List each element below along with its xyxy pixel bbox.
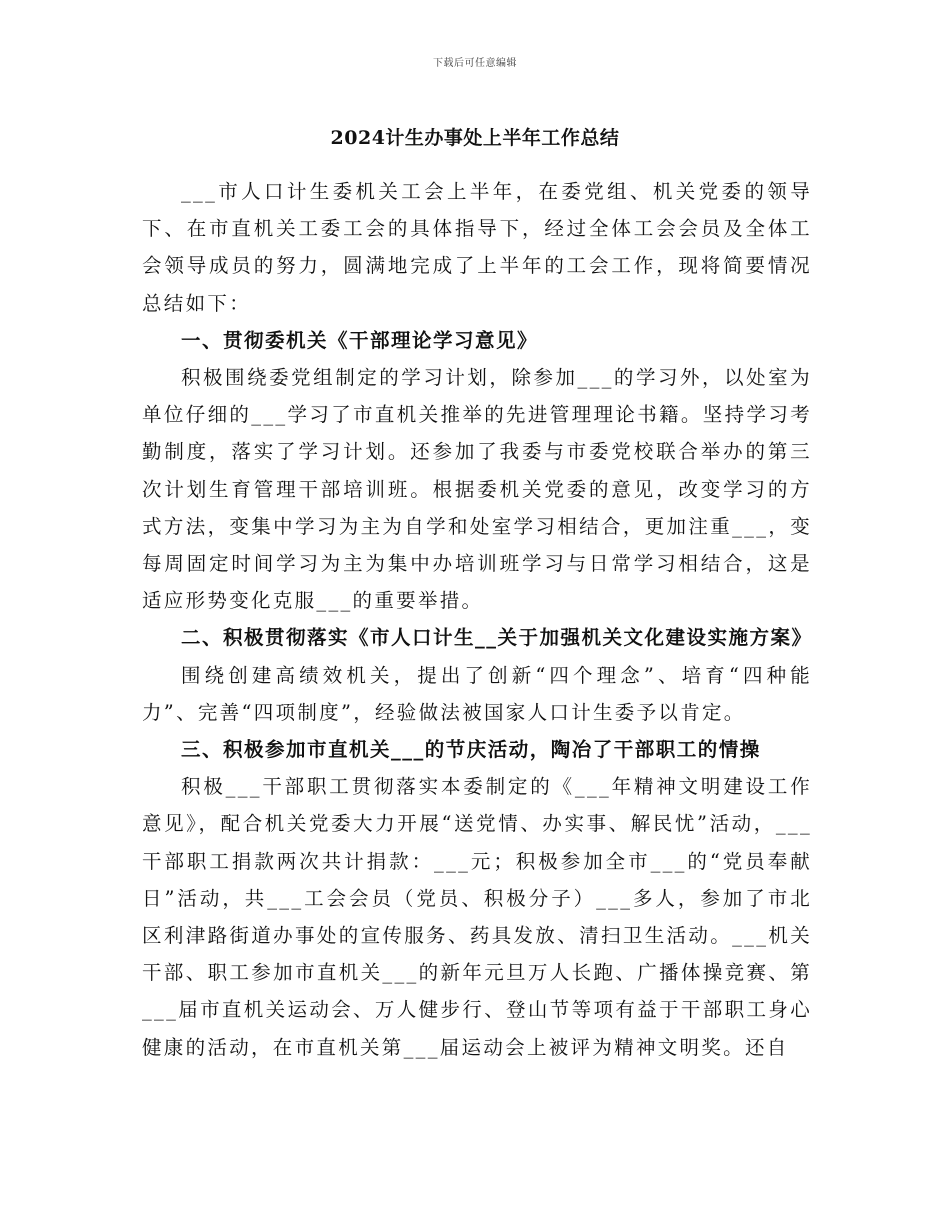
section-heading-3: 三、积极参加市直机关___的节庆活动，陶冶了干部职工的情操 [181, 738, 761, 762]
section-paragraph-1: 积极围绕委党组制定的学习计划，除参加___的学习外，以处室为单位仔细的___学习了市直机关推举的先进管理理论书籍。坚持学习考勤制度，落实了学习计划。还参加了我委与市委党校联合举办的第三次计划生育管理干部培训班。根据委机关党委的意见，改变学习的方式方法，变集中学习为主为自学和处室学习相结合，更加注重___，变每周固定时间学习为主为集中办培训班学习与日常学习相结合，这是适应形势变化克服___的重要举措。 [142, 366, 812, 613]
header-note: 下载后可任意编辑 [433, 58, 517, 69]
document-body [142, 173, 812, 1066]
section-heading-2: 二、积极贯彻落实《市人口计生__关于加强机关文化建设实施方案》 [181, 626, 813, 650]
intro-paragraph: ___市人口计生委机关工会上半年，在委党组、机关党委的领导下、在市直机关工委工会的具体指导下，经过全体工会会员及全体工会领导成员的努力，圆满地完成了上半年的工会工作，现将简要情况总结如下： [142, 180, 812, 315]
section-paragraph-2: 围绕创建高绩效机关，提出了创新“四个理念”、培育“四种能力”、完善“四项制度”，经验做法被国家人口计生委予以肯定。 [142, 663, 812, 724]
document-title: 2024计生办事处上半年工作总结 [330, 127, 620, 149]
section-heading-1: 一、贯彻委机关《干部理论学习意见》 [181, 328, 539, 352]
section-paragraph-3: 积极___干部职工贯彻落实本委制定的《___年精神文明建设工作意见》，配合机关党委大力开展“送党情、办实事、解民忧”活动，___干部职工捐款两次共计捐款：___元；积极参加全市___的“党员奉献日”活动，共___工会会员（党员、积极分子）___多人，参加了市北区利津路街道办事处的宣传服务、药具发放、清扫卫生活动。___机关干部、职工参加市直机关___的新年元旦万人长跑、广播体操竞赛、第___届市直机关运动会、万人健步行、登山节等项有益于干部职工身心健康的活动，在市直机关第___届运动会上被评为精神文明奖。还自 [142, 775, 812, 1059]
